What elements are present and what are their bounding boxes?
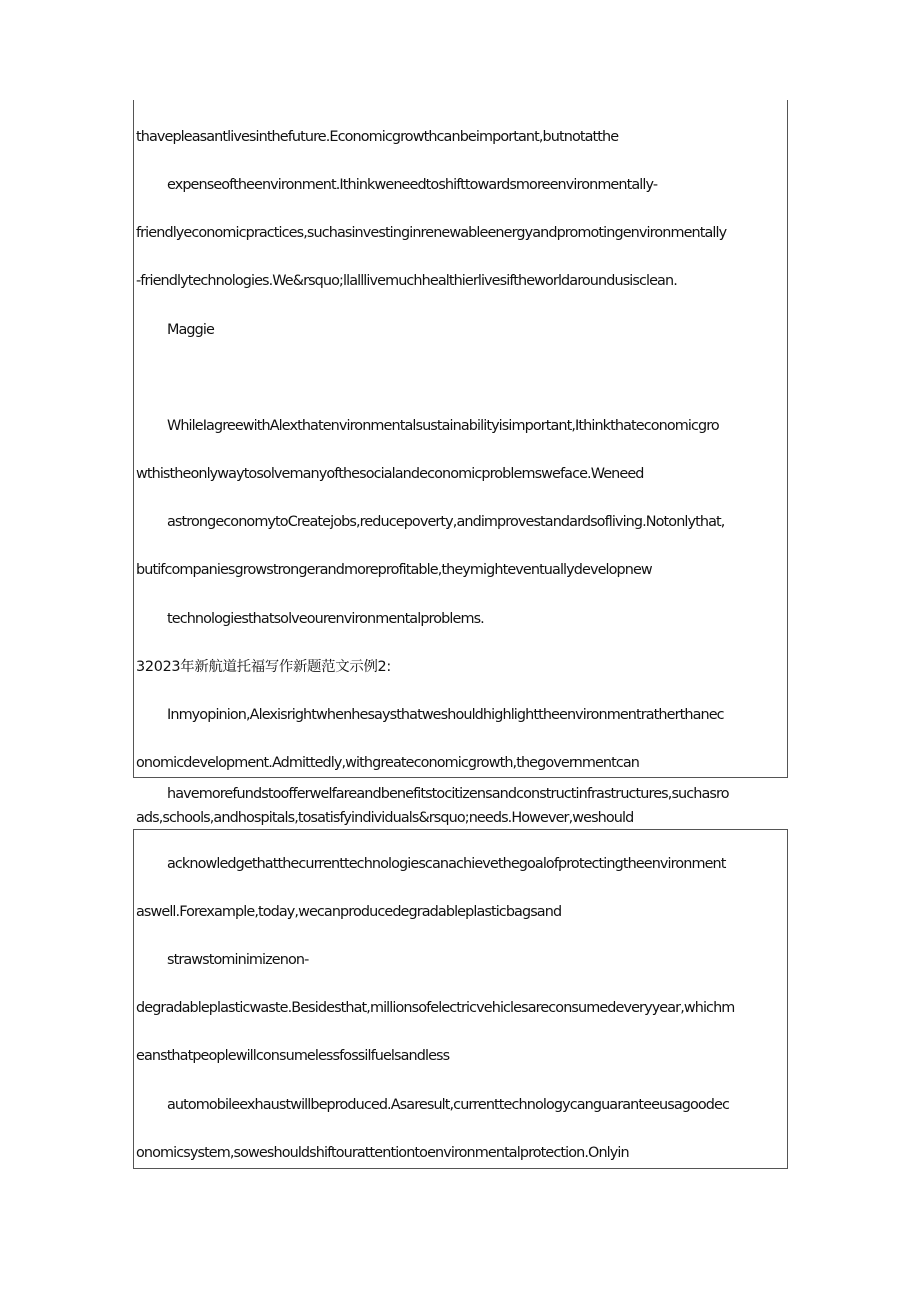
text-line: aswell.Forexample,today,wecanproducedegradableplasticbagsand bbox=[136, 904, 562, 920]
text-line: friendlyeconomicpractices,suchasinvestinginrenewableenergyandpromotingenvironmentally bbox=[136, 225, 727, 241]
text-line: strawstominimizenon- bbox=[167, 952, 309, 968]
text-line: -friendlytechnologies.We&rsquo;llalllivemuchhealthierlivesiftheworldaroundusisclean. bbox=[136, 273, 677, 289]
text-line: butifcompaniesgrowstrongerandmoreprofitable,theymighteventuallydevelopnew bbox=[136, 562, 652, 578]
text-line: thavepleasantlivesinthefuture.Economicgrowthcanbeimportant,butnotatthe bbox=[136, 129, 619, 145]
text-line: degradableplasticwaste.Besidesthat,millionsofelectricvehiclesareconsumedeveryyear,whichm bbox=[136, 1000, 735, 1016]
text-line: Inmyopinion,Alexisrightwhenhesaysthatweshouldhighlighttheenvironmentratherthanec bbox=[167, 707, 724, 723]
author-name: Maggie bbox=[167, 322, 214, 338]
text-line: eansthatpeoplewillconsumelessfossilfuelsandless bbox=[136, 1048, 450, 1064]
text-line: astrongeconomytoCreatejobs,reducepoverty,andimprovestandardsofliving.Notonlythat, bbox=[167, 514, 725, 530]
text-line: expenseoftheenvironment.Ithinkweneedtoshifttowardsmoreenvironmentally- bbox=[167, 177, 658, 193]
text-line: ads,schools,andhospitals,tosatisfyindividuals&rsquo;needs.However,weshould bbox=[136, 810, 634, 826]
text-line: onomicdevelopment.Admittedly,withgreateconomicgrowth,thegovernmentcan bbox=[136, 755, 640, 771]
text-line: wthistheonlywaytosolvemanyofthesocialandeconomicproblemsweface.Weneed bbox=[136, 466, 644, 482]
text-line: technologiesthatsolveourenvironmentalproblems. bbox=[167, 611, 484, 627]
text-line: WhileIagreewithAlexthatenvironmentalsustainabilityisimportant,Ithinkthateconomicgro bbox=[167, 418, 719, 434]
text-line: havemorefundstoofferwelfareandbenefitstocitizensandconstructinfrastructures,suchasro bbox=[167, 786, 729, 802]
text-frame-top bbox=[133, 100, 788, 778]
text-line: onomicsystem,soweshouldshiftourattentiontoenvironmentalprotection.Onlyin bbox=[136, 1145, 629, 1161]
text-line: acknowledgethatthecurrenttechnologiescanachievethegoalofprotectingtheenvironment bbox=[167, 856, 726, 872]
text-line: automobileexhaustwillbeproduced.Asaresult,currenttechnologycanguaranteeusagoodec bbox=[167, 1097, 730, 1113]
section-heading: 32023年新航道托福写作新题范文示例2: bbox=[136, 659, 391, 675]
